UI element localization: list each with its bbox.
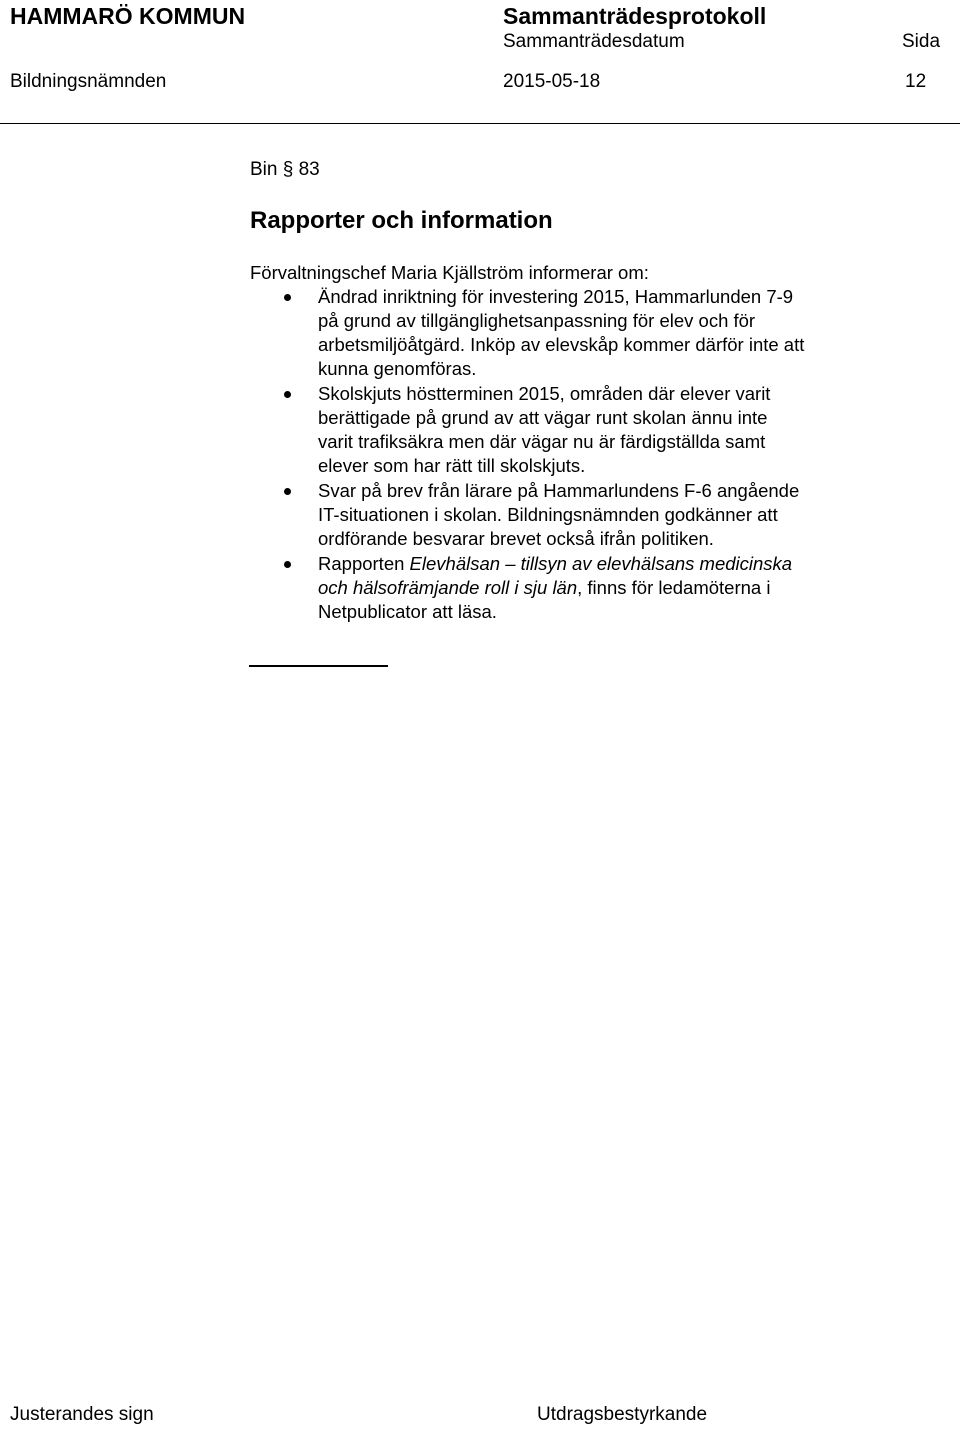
list-item-line xyxy=(318,552,890,576)
report-title-part2: och hälsofrämjande roll i sju län xyxy=(318,577,578,598)
section-title: Rapporter och information xyxy=(250,207,553,234)
list-item-line: elever som har rätt till skolskjuts. xyxy=(318,455,586,476)
page-number: 12 xyxy=(905,71,927,92)
list-item-line: Ändrad inriktning för investering 2015, Hammarlunden 7-9 xyxy=(318,286,794,307)
adjuster-signature-label: Justerandes sign xyxy=(10,1404,154,1425)
extract-certification-label: Utdragsbestyrkande xyxy=(537,1404,708,1425)
section-number: Bin § 83 xyxy=(250,159,320,180)
list-item-line: på grund av tillgänglighetsanpassning för elev och för xyxy=(318,310,756,331)
meeting-date-label: Sammanträdesdatum xyxy=(503,31,685,52)
board-name: Bildningsnämnden xyxy=(10,71,167,92)
list-item-line: arbetsmiljöåtgärd. Inköp av elevskåp kommer därför inte att xyxy=(318,334,805,355)
list-item-line: kunna genomföras. xyxy=(318,358,477,379)
list-item xyxy=(250,285,890,381)
report-suffix-text: , finns för ledamöterna i xyxy=(577,577,771,598)
organization-name: HAMMARÖ KOMMUN xyxy=(10,3,246,29)
information-list xyxy=(250,285,890,625)
intro-text: Förvaltningschef Maria Kjällström informerar om: xyxy=(250,262,649,283)
list-item xyxy=(250,552,890,624)
bullet-icon xyxy=(284,391,291,398)
list-item xyxy=(250,479,890,551)
header-divider xyxy=(0,123,960,124)
list-item-line: ordförande besvarar brevet också ifrån politiken. xyxy=(318,528,714,549)
list-item xyxy=(250,382,890,478)
meeting-date: 2015-05-18 xyxy=(503,71,601,92)
list-item-line: Skolskjuts höstterminen 2015, områden där elever varit xyxy=(318,383,771,404)
list-item-line: IT-situationen i skolan. Bildningsnämnden godkänner att xyxy=(318,504,778,525)
list-item-line: varit trafiksäkra men där vägar nu är färdigställda samt xyxy=(318,431,766,452)
bullet-icon xyxy=(284,294,291,301)
list-item-line xyxy=(318,576,890,600)
bullet-icon xyxy=(284,488,291,495)
document-type: Sammanträdesprotokoll xyxy=(503,3,767,29)
report-title-part1: Elevhälsan – tillsyn av elevhälsans medicinska xyxy=(409,553,793,574)
list-item-line: berättigade på grund av att vägar runt skolan ännu inte xyxy=(318,407,768,428)
signature-line xyxy=(249,665,388,667)
bullet-icon xyxy=(284,561,291,568)
page-label: Sida xyxy=(902,31,941,52)
list-item-line: Svar på brev från lärare på Hammarlundens F-6 angående xyxy=(318,480,800,501)
report-intro-text: Rapporten xyxy=(318,553,410,574)
list-item-line: Netpublicator att läsa. xyxy=(318,601,497,622)
